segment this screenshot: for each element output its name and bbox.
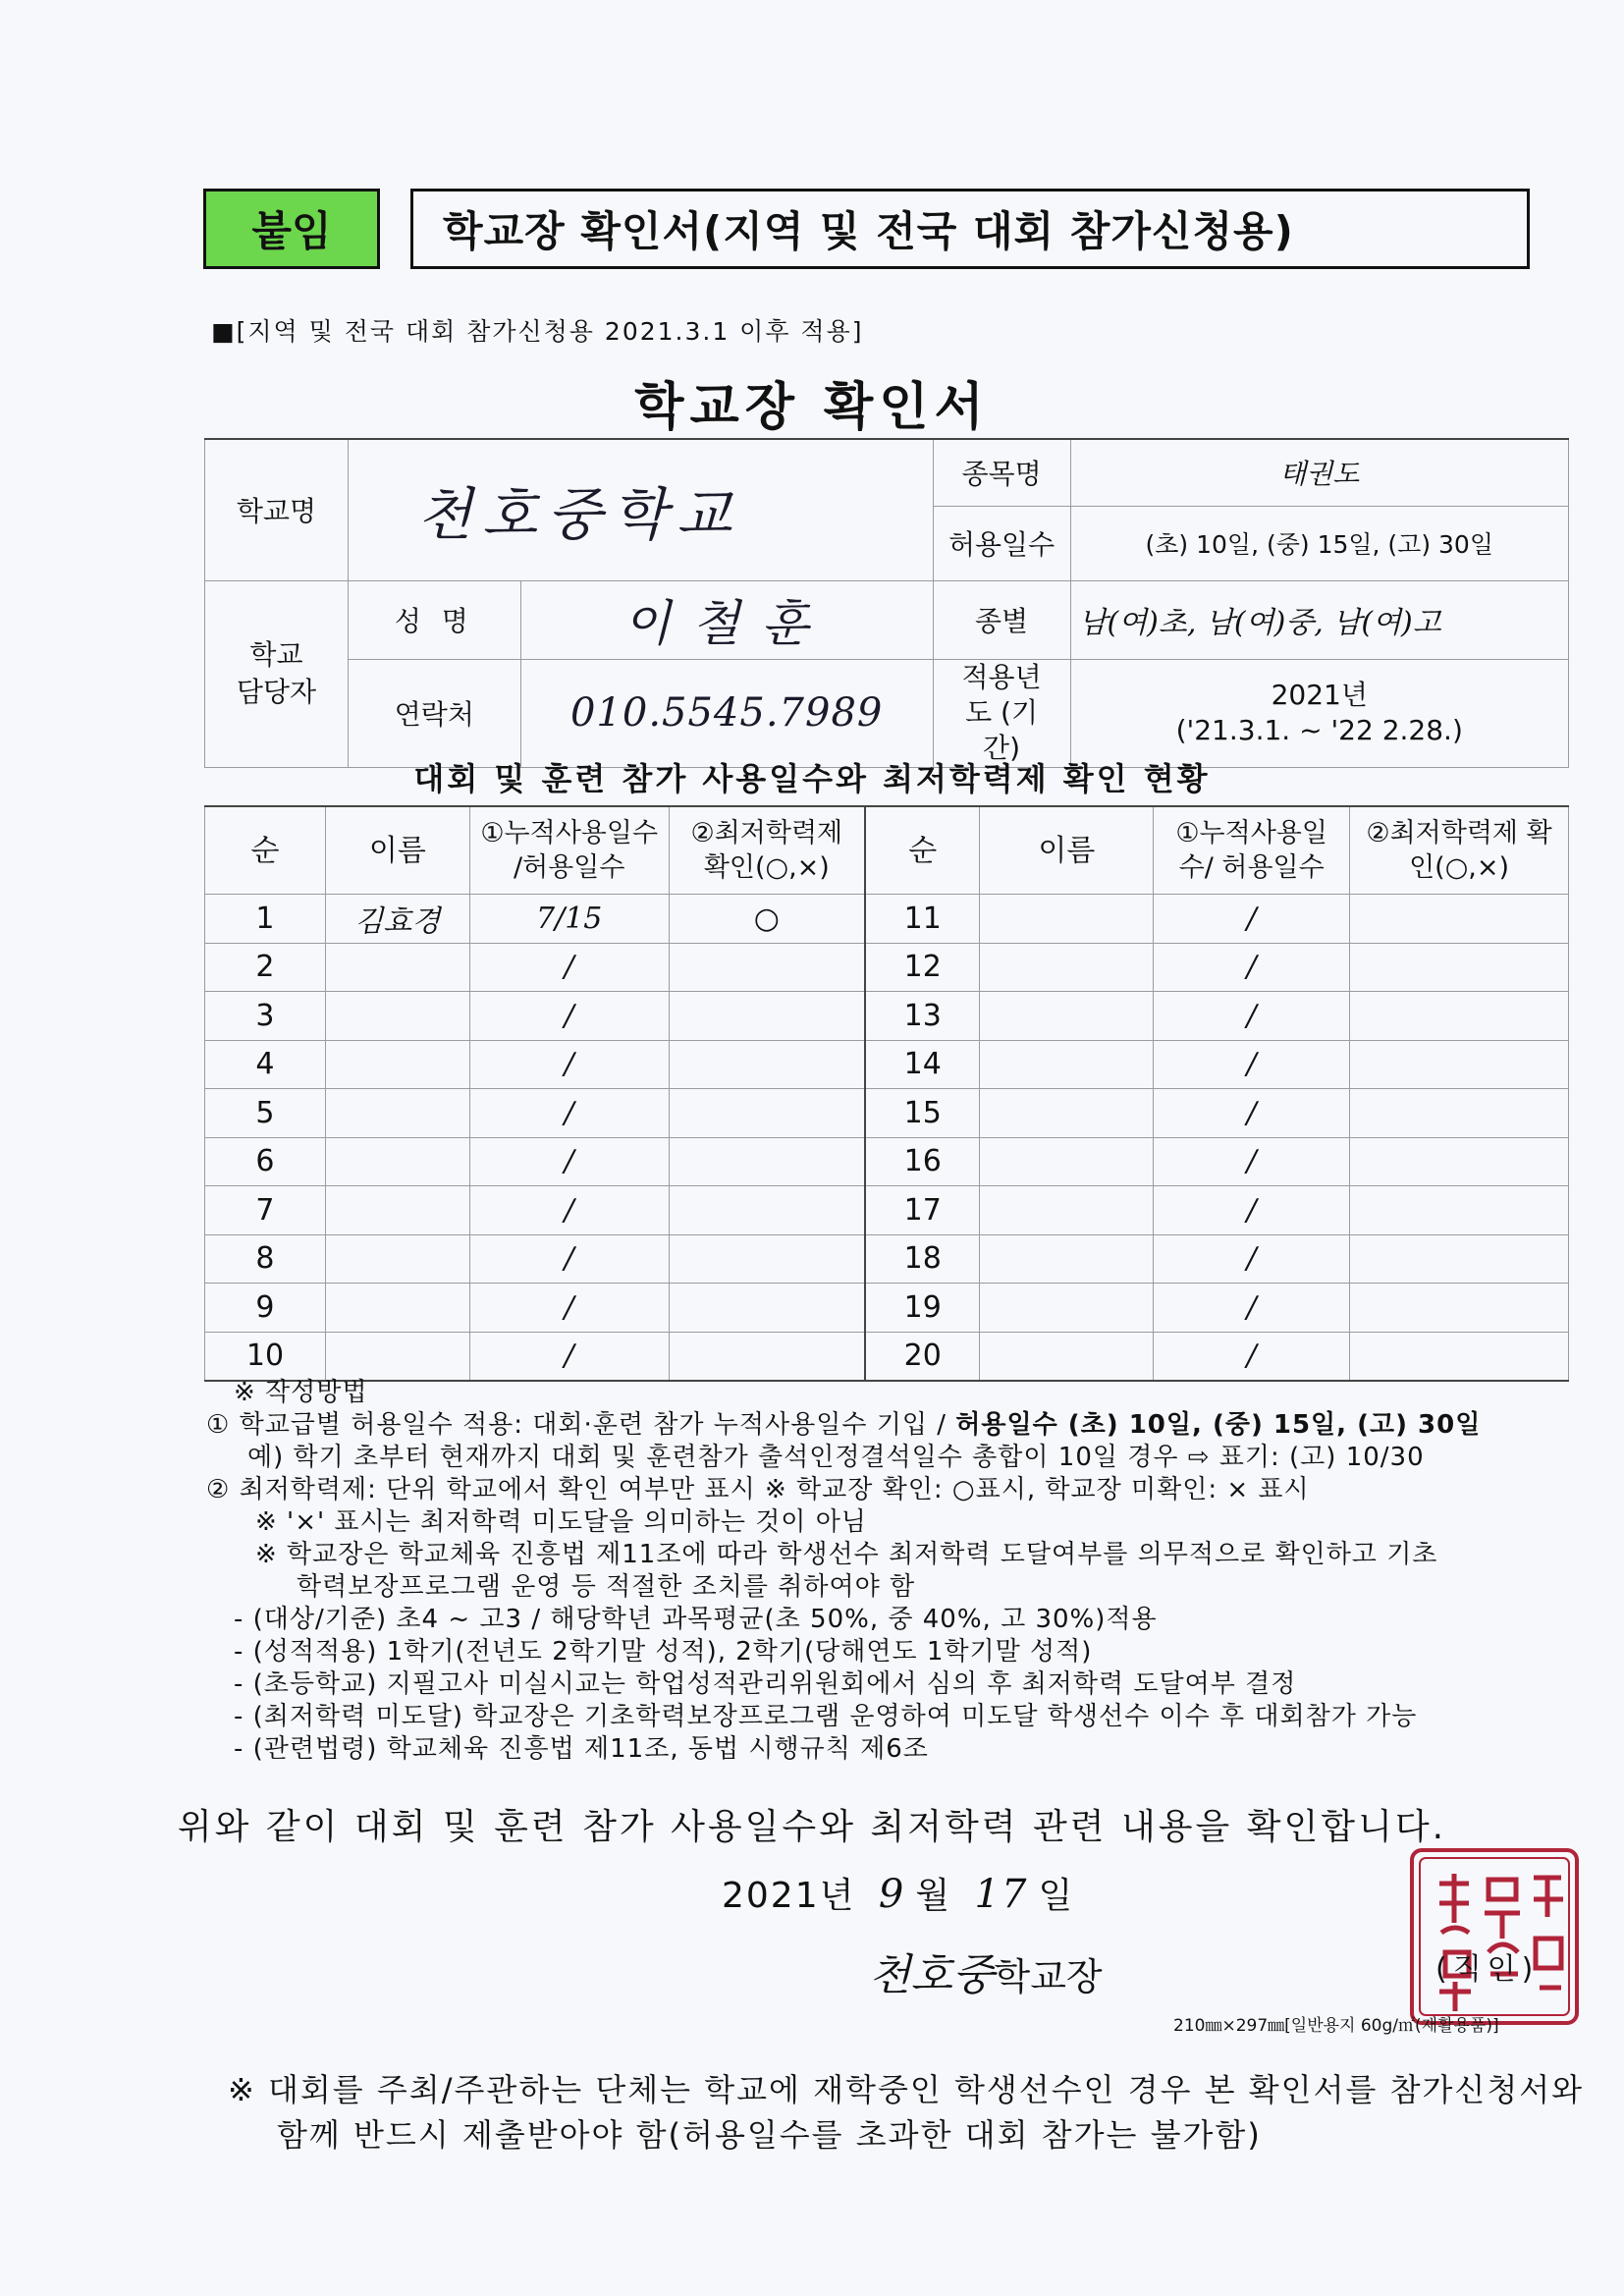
row-number-2: 15 (865, 1089, 980, 1138)
year-label: 적용년도 (기간) (933, 659, 1070, 767)
row-days: / (469, 1137, 669, 1186)
row-check (669, 1332, 865, 1381)
note-1-text: ① 학교급별 허용일수 적용: 대회·훈련 참가 누적사용일수 기입 / (206, 1410, 956, 1440)
table-row (205, 1089, 1569, 1138)
year-text: 2021년 (1271, 678, 1368, 711)
signature-school-handwritten: 천호중 (869, 1950, 995, 2000)
row-name (325, 1234, 469, 1284)
row-name-2 (980, 1234, 1154, 1284)
row-number-2: 12 (865, 943, 980, 992)
note-2-a: ※ '×' 표시는 최저학력 미도달을 의미하는 것이 아님 (255, 1507, 867, 1537)
date-month-unit: 월 (915, 1876, 952, 1916)
row-number-2: 14 (865, 1040, 980, 1089)
row-number-2: 20 (865, 1332, 980, 1381)
row-number-2: 13 (865, 992, 980, 1041)
row-number: 10 (205, 1332, 326, 1381)
row-check-2 (1350, 1040, 1569, 1089)
paper-spec: 210㎜×297㎜[일반용지 60g/㎡(재활용품)] (1173, 2016, 1499, 2036)
row-number-2: 18 (865, 1234, 980, 1284)
note-2-b1: ※ 학교장은 학교체육 진흥법 제11조에 따라 학생선수 최저학력 도달여부를 의무적으로 확인하고 기초 (255, 1540, 1438, 1569)
signature-line (869, 1940, 1103, 2002)
date-year: 2021년 (722, 1876, 856, 1916)
row-check-2 (1350, 1186, 1569, 1235)
row-name (325, 1089, 469, 1138)
row-days: / (469, 1186, 669, 1235)
row-check (669, 1284, 865, 1333)
school-label: 학교명 (205, 439, 349, 580)
table-row (205, 1332, 1569, 1381)
attachment-tag: 붙임 (203, 189, 380, 269)
school-name-handwritten: 천호중학교 (416, 481, 742, 549)
manager-name-handwritten: 이철훈 (623, 595, 831, 652)
row-number-2: 17 (865, 1186, 980, 1235)
row-name (325, 943, 469, 992)
table-row (205, 943, 1569, 992)
row-name-2 (980, 1137, 1154, 1186)
row-days-2: / (1154, 1186, 1350, 1235)
allowed-label: 허용일수 (933, 506, 1070, 580)
row-check-2 (1350, 1284, 1569, 1333)
col-header-check-2: ②최저학력제 확인(○,×) (1350, 806, 1569, 895)
row-days: / (469, 1234, 669, 1284)
row-check (669, 992, 865, 1041)
detail-4: - (최저학력 미도달) 학교장은 기초학력보장프로그램 운영하여 미도달 학생선수 이수 후 대회참가 가능 (234, 1702, 1418, 1731)
row-days-2: / (1154, 1332, 1350, 1381)
row-days: / (469, 992, 669, 1041)
status-table (204, 805, 1569, 1382)
row-days-2: / (1154, 943, 1350, 992)
date-month-handwritten: 9 (878, 1872, 906, 1917)
row-name (325, 1332, 469, 1381)
row-check-2 (1350, 992, 1569, 1041)
col-header-no-2: 순 (865, 806, 980, 895)
table-row (205, 895, 1569, 944)
row-number: 5 (205, 1089, 326, 1138)
period-text: ('21.3.1. ~ '22 2.28.) (1175, 714, 1463, 747)
row-check (669, 1089, 865, 1138)
table-row (205, 1040, 1569, 1089)
row-number: 2 (205, 943, 326, 992)
confirm-statement: 위와 같이 대회 및 훈련 참가 사용일수와 최저학력 관련 내용을 확인합니다. (177, 1807, 1447, 1847)
row-name (325, 1137, 469, 1186)
detail-2: - (성적적용) 1학기(전년도 2학기말 성적), 2학기(당해연도 1학기말 성적) (234, 1637, 1093, 1667)
row-check-2 (1350, 1332, 1569, 1381)
row-name: 김효경 (325, 895, 469, 944)
row-check-2 (1350, 943, 1569, 992)
allowed-value: (초) 10일, (중) 15일, (고) 30일 (1070, 506, 1569, 580)
note-1-bold: 허용일수 (초) 10일, (중) 15일, (고) 30일 (955, 1410, 1482, 1440)
footer-note (228, 2067, 1584, 2158)
row-days: 7/15 (469, 895, 669, 944)
table-row (205, 1234, 1569, 1284)
row-number-2: 11 (865, 895, 980, 944)
row-name-2 (980, 943, 1154, 992)
info-table (204, 438, 1569, 768)
row-check-2 (1350, 1234, 1569, 1284)
table-row (205, 1186, 1569, 1235)
col-header-no: 순 (205, 806, 326, 895)
note-1 (206, 1409, 1581, 1442)
note-1-example: 예) 학기 초부터 현재까지 대회 및 훈련참가 출석인정결석일수 총합이 10일 경우 ⇨ 표기: (고) 10/30 (247, 1443, 1425, 1472)
col-header-days: ①누적사용일수 /허용일수 (469, 806, 669, 895)
date-day-handwritten: 17 (974, 1872, 1029, 1917)
row-name-2 (980, 1089, 1154, 1138)
detail-1: - (대상/기준) 초4 ~ 고3 / 해당학년 과목평균(초 50%, 중 40%, 고 30%)적용 (234, 1605, 1158, 1634)
col-header-name-2: 이름 (980, 806, 1154, 895)
date-day-unit: 일 (1038, 1876, 1075, 1916)
sport-label: 종목명 (933, 439, 1070, 506)
page-title: 학교장 확인서 (634, 378, 990, 437)
row-name (325, 992, 469, 1041)
row-days: / (469, 1284, 669, 1333)
row-days: / (469, 1332, 669, 1381)
year-value (1070, 659, 1569, 767)
table-row (205, 1284, 1569, 1333)
note-2: ② 최저학력제: 단위 학교에서 확인 여부만 표시 ※ 학교장 확인: ○표시, 학교장 미확인: × 표시 (206, 1475, 1310, 1504)
row-days: / (469, 1089, 669, 1138)
row-name-2 (980, 1186, 1154, 1235)
row-days-2: / (1154, 1089, 1350, 1138)
note-2-b2: 학력보장프로그램 운영 등 적절한 조치를 취하여야 함 (297, 1572, 916, 1602)
detail-5: - (관련법령) 학교체육 진흥법 제11조, 동법 시행규칙 제6조 (234, 1734, 929, 1764)
row-number: 7 (205, 1186, 326, 1235)
contact-label: 연락처 (348, 659, 520, 767)
signature-title: 학교장 (994, 1955, 1103, 1998)
row-name-2 (980, 895, 1154, 944)
notes-heading: ※ 작성방법 (234, 1378, 368, 1407)
sport-value: 태권도 (1070, 439, 1569, 506)
row-check-2 (1350, 895, 1569, 944)
row-name (325, 1284, 469, 1333)
category-label: 종별 (933, 580, 1070, 659)
detail-3: - (초등학교) 지필고사 미실시교는 학업성적관리위원회에서 심의 후 최저학력 도달여부 결정 (234, 1669, 1297, 1699)
status-title: 대회 및 훈련 참가 사용일수와 최저학력제 확인 현황 (413, 760, 1211, 797)
row-days: / (469, 1040, 669, 1089)
row-number-2: 19 (865, 1284, 980, 1333)
contact-handwritten: 010.5545.7989 (569, 690, 884, 737)
footer-line-2: 함께 반드시 제출받아야 함(허용일수를 초과한 대회 참가는 불가함) (277, 2116, 1262, 2154)
manager-label: 학교 담당자 (205, 580, 349, 767)
row-days-2: / (1154, 895, 1350, 944)
header-title: 학교장 확인서(지역 및 전국 대회 참가신청용) (410, 189, 1530, 269)
official-seal-icon (1406, 1844, 1583, 2029)
row-number: 8 (205, 1234, 326, 1284)
status-header-row (205, 806, 1569, 895)
row-number-2: 16 (865, 1137, 980, 1186)
col-header-days-2: ①누적사용일수/ 허용일수 (1154, 806, 1350, 895)
seal-label: (직인) (1435, 1952, 1540, 1987)
school-value (348, 439, 933, 580)
row-days-2: / (1154, 1284, 1350, 1333)
row-number: 1 (205, 895, 326, 944)
row-number: 4 (205, 1040, 326, 1089)
col-header-name: 이름 (325, 806, 469, 895)
row-check (669, 1137, 865, 1186)
row-number: 3 (205, 992, 326, 1041)
footer-line-1: ※ 대회를 주최/주관하는 단체는 학교에 재학중인 학생선수인 경우 본 확인서를 참가신청서와 (228, 2071, 1585, 2108)
category-value: 남(여)초, 남(여)중, 남(여)고 (1070, 580, 1569, 659)
scope-note: ■[지역 및 전국 대회 참가신청용 2021.3.1 이후 적용] (211, 317, 864, 346)
row-check: ○ (669, 895, 865, 944)
name-label: 성 명 (348, 580, 520, 659)
status-body (205, 895, 1569, 1382)
col-header-check: ②최저학력제 확인(○,×) (669, 806, 865, 895)
row-days: / (469, 943, 669, 992)
row-check (669, 1186, 865, 1235)
name-value (520, 580, 933, 659)
row-days-2: / (1154, 992, 1350, 1041)
row-days-2: / (1154, 1040, 1350, 1089)
row-name-2 (980, 1040, 1154, 1089)
row-check (669, 1234, 865, 1284)
row-number: 9 (205, 1284, 326, 1333)
row-name (325, 1040, 469, 1089)
row-name-2 (980, 992, 1154, 1041)
writing-notes (206, 1377, 1581, 1766)
contact-value (520, 659, 933, 767)
date-line (722, 1868, 1074, 1918)
row-check-2 (1350, 1089, 1569, 1138)
row-name-2 (980, 1332, 1154, 1381)
row-check (669, 943, 865, 992)
row-name (325, 1186, 469, 1235)
row-days-2: / (1154, 1234, 1350, 1284)
row-check-2 (1350, 1137, 1569, 1186)
row-check (669, 1040, 865, 1089)
table-row (205, 1137, 1569, 1186)
table-row (205, 992, 1569, 1041)
row-number: 6 (205, 1137, 326, 1186)
row-name-2 (980, 1284, 1154, 1333)
row-days-2: / (1154, 1137, 1350, 1186)
